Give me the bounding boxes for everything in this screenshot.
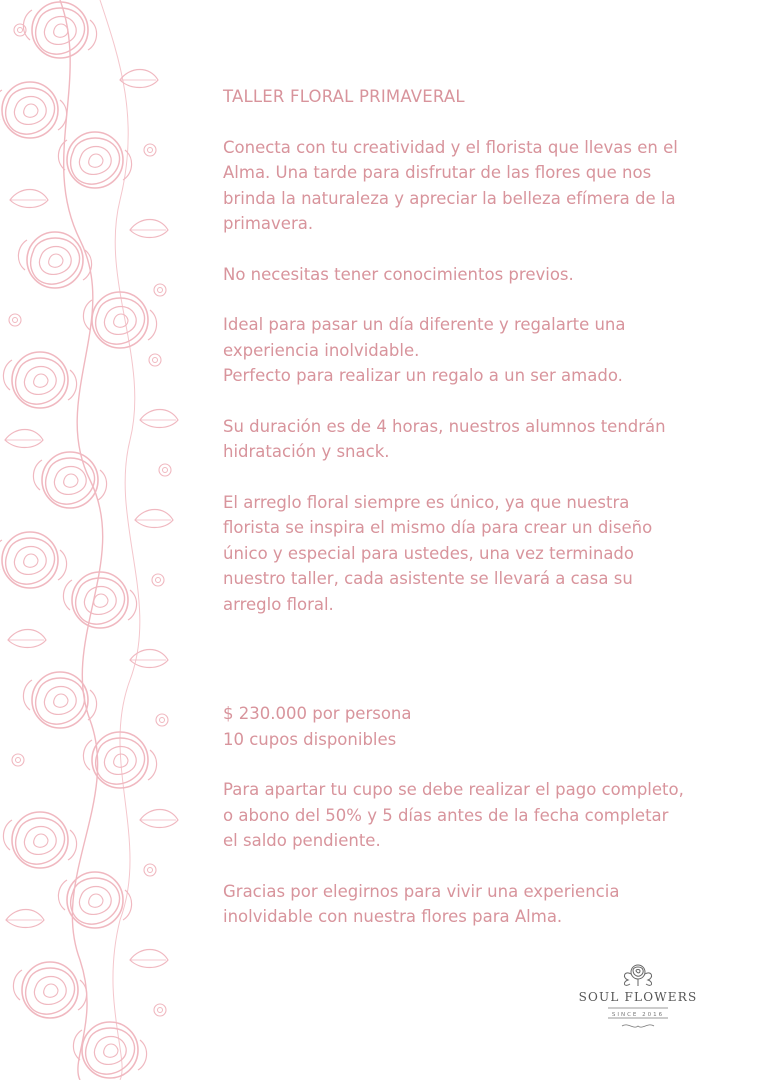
text-line: arreglo floral.	[223, 594, 334, 614]
text-line: Ideal para pasar un día diferente y regalarte una	[223, 315, 626, 334]
text-line: Su duración es de 4 horas, nuestros alumnos tendrán	[223, 416, 666, 436]
text-line: experiencia inolvidable.	[223, 340, 420, 360]
floral-border-decoration	[0, 0, 190, 1080]
text-line: nuestro taller, cada asistente se llevará a casa su	[223, 569, 633, 588]
text-line: Alma. Una tarde para disfrutar de las flores que nos	[223, 163, 652, 182]
unique-arrangement-paragraph	[223, 490, 723, 618]
price-line: $ 230.000 por persona	[223, 704, 412, 723]
text-line: único y especial para ustedes, una vez terminado	[223, 543, 635, 563]
soul-flowers-logo	[578, 958, 698, 1036]
ideal-paragraph	[223, 312, 723, 389]
payment-paragraph	[223, 777, 723, 854]
text-line: Conecta con tu creatividad y el florista que llevas en el	[223, 137, 678, 157]
text-line: primavera.	[223, 214, 314, 233]
pricing-paragraph	[223, 701, 723, 752]
text-line: el saldo pendiente.	[223, 831, 381, 850]
document-title: TALLER FLORAL PRIMAVERAL	[223, 87, 465, 106]
text-line: Para apartar tu cupo se debe realizar el pago completo,	[223, 780, 684, 799]
text-line: florista se inspira el mismo día para crear un diseño	[223, 518, 653, 537]
spots-line: 10 cupos disponibles	[223, 729, 397, 749]
text-line: o abono del 50% y 5 días antes de la fecha completar	[223, 805, 669, 825]
text-line: Gracias por elegirnos para vivir una experiencia	[223, 881, 620, 901]
text-line: Perfecto para realizar un regalo a un ser amado.	[223, 366, 623, 385]
logo-brand-name: SOUL FLOWERS	[578, 990, 698, 1004]
text-line: inolvidable con nuestra flores para Alma.	[223, 907, 563, 926]
intro-paragraph	[223, 135, 723, 237]
document-body	[223, 84, 723, 930]
text-line: brinda la naturaleza y apreciar la belleza efímera de la	[223, 188, 676, 208]
text-line: El arreglo floral siempre es único, ya que nuestra	[223, 492, 630, 512]
prerequisites-paragraph	[223, 262, 723, 288]
duration-paragraph	[223, 414, 723, 465]
text-line: hidratación y snack.	[223, 442, 390, 461]
thanks-paragraph	[223, 879, 723, 930]
logo-since: SINCE 2016	[611, 1012, 665, 1018]
text-line: No necesitas tener conocimientos previos.	[223, 264, 574, 284]
